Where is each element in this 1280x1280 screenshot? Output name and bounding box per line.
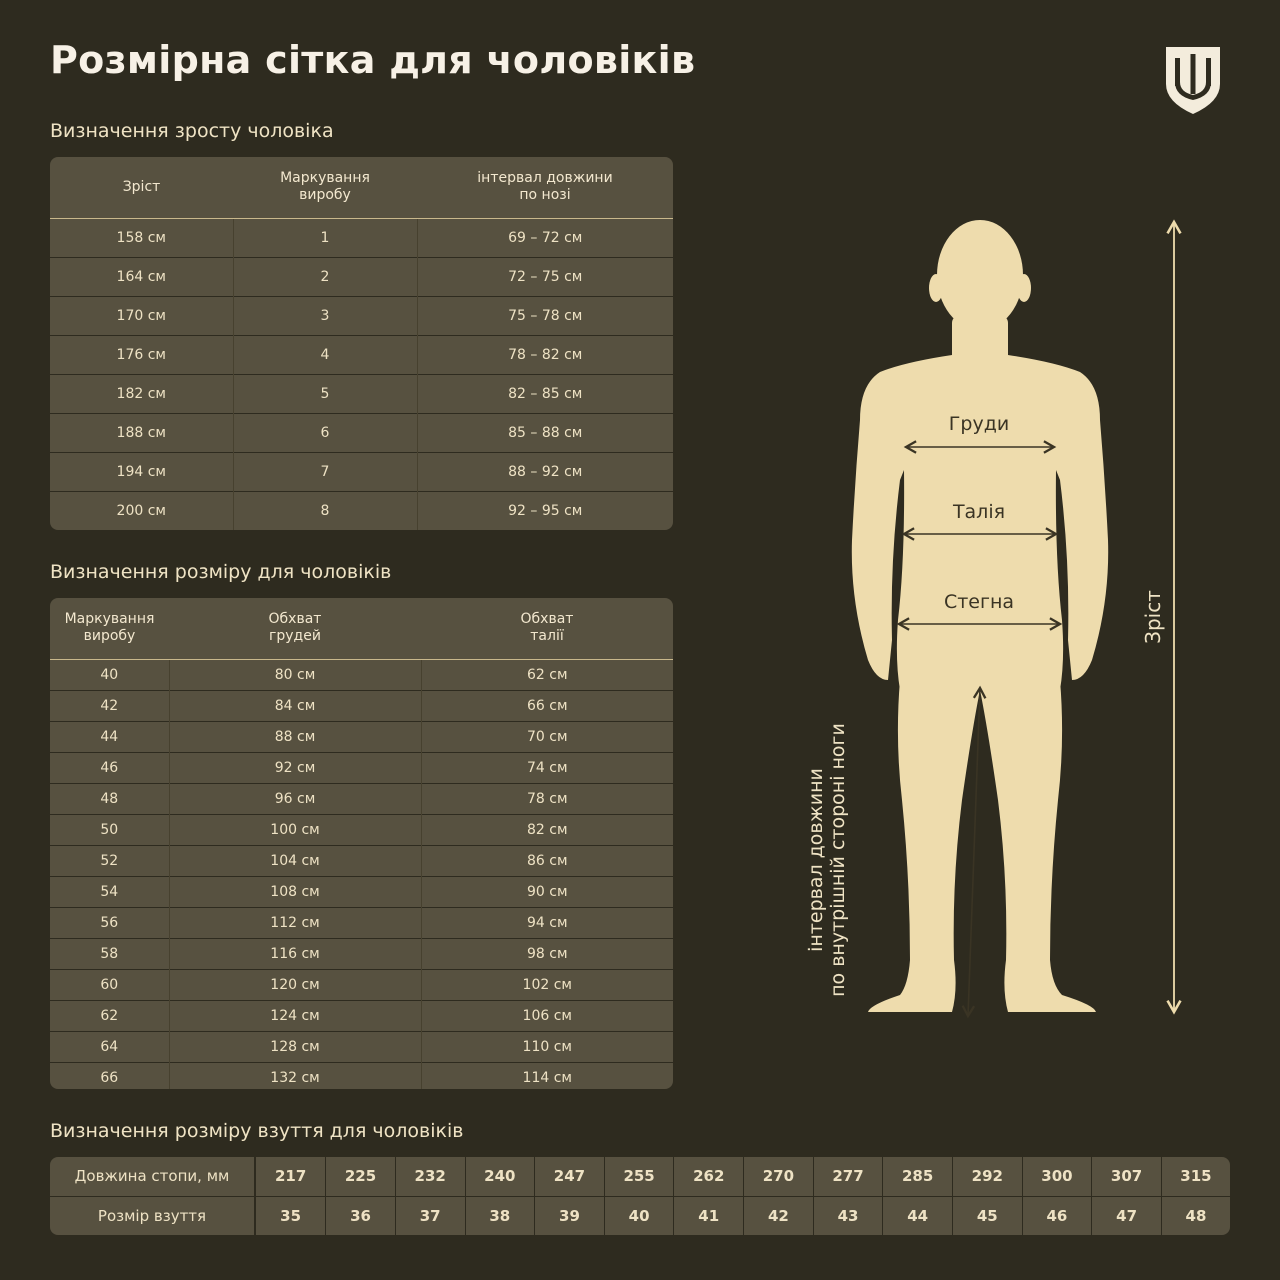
- size-section-title: Визначення розміру для чоловіків: [50, 561, 392, 583]
- table-cell: 164 см: [50, 257, 233, 296]
- table-cell: 7: [233, 452, 417, 491]
- table-row: [50, 335, 673, 374]
- table-cell: 58: [50, 938, 169, 969]
- table-cell: 120 см: [169, 969, 421, 1000]
- table-cell: 88 – 92 см: [417, 452, 673, 491]
- table-row: [50, 1031, 673, 1062]
- table-cell: 75 – 78 см: [417, 296, 673, 335]
- body-figure: [790, 200, 1210, 1040]
- table-cell: 56: [50, 907, 169, 938]
- foot-length-cell: 262: [674, 1157, 744, 1196]
- table-cell: 104 см: [169, 845, 421, 876]
- table-cell: 200 см: [50, 491, 233, 530]
- foot-length-cell: 270: [744, 1157, 814, 1196]
- table-row: [50, 296, 673, 335]
- table-cell: 94 см: [421, 907, 673, 938]
- table-cell: 128 см: [169, 1031, 421, 1062]
- table-cell: 90 см: [421, 876, 673, 907]
- table-row: [50, 783, 673, 814]
- table-row: [50, 659, 673, 690]
- table-row: [50, 452, 673, 491]
- header-chest: Обхват грудей: [169, 598, 421, 659]
- table-cell: 60: [50, 969, 169, 1000]
- foot-length-cell: 255: [604, 1157, 674, 1196]
- table-cell: 42: [50, 690, 169, 721]
- foot-length-cell: 307: [1092, 1157, 1162, 1196]
- foot-length-label: Довжина стопи, мм: [50, 1157, 255, 1196]
- shoe-size-cell: 46: [1022, 1196, 1092, 1235]
- table-row: [50, 257, 673, 296]
- shoe-size-cell: 45: [952, 1196, 1022, 1235]
- header-marking: Маркування виробу: [233, 157, 417, 218]
- height-section-title: Визначення зросту чоловіка: [50, 120, 334, 142]
- table-cell: 78 см: [421, 783, 673, 814]
- foot-length-cell: 300: [1022, 1157, 1092, 1196]
- table-cell: 102 см: [421, 969, 673, 1000]
- table-row: [50, 1062, 673, 1089]
- table-cell: 92 см: [169, 752, 421, 783]
- table-cell: 82 см: [421, 814, 673, 845]
- shoe-size-cell: 38: [465, 1196, 535, 1235]
- header-marking: Маркування виробу: [50, 598, 169, 659]
- foot-length-cell: 285: [883, 1157, 953, 1196]
- table-cell: 96 см: [169, 783, 421, 814]
- table-cell: 5: [233, 374, 417, 413]
- table-row: [50, 814, 673, 845]
- table-cell: 3: [233, 296, 417, 335]
- table-row: [50, 876, 673, 907]
- table-cell: 82 – 85 см: [417, 374, 673, 413]
- waist-label: Талія: [952, 501, 1006, 523]
- body-silhouette: [852, 220, 1108, 1012]
- table-cell: 80 см: [169, 659, 421, 690]
- table-cell: 2: [233, 257, 417, 296]
- table-row: [50, 690, 673, 721]
- inseam-label-line2: по внутрішній стороні ноги: [827, 723, 849, 997]
- table-row: [50, 491, 673, 530]
- table-cell: 194 см: [50, 452, 233, 491]
- header-waist: Обхват талії: [421, 598, 673, 659]
- table-cell: 108 см: [169, 876, 421, 907]
- table-cell: 44: [50, 721, 169, 752]
- shoe-size-label: Розмір взуття: [50, 1196, 255, 1235]
- table-row: [50, 969, 673, 1000]
- table-cell: 114 см: [421, 1062, 673, 1089]
- height-table: [50, 157, 673, 530]
- table-cell: 78 – 82 см: [417, 335, 673, 374]
- table-cell: 182 см: [50, 374, 233, 413]
- table-cell: 70 см: [421, 721, 673, 752]
- header-height: Зріст: [50, 157, 233, 218]
- table-cell: 62 см: [421, 659, 673, 690]
- table-row: [50, 752, 673, 783]
- page-title: Розмірна сітка для чоловіків: [50, 38, 696, 82]
- table-cell: 40: [100, 666, 119, 683]
- shoe-size-cell: 44: [883, 1196, 953, 1235]
- inseam-label-line1: інтервал довжини: [805, 768, 827, 952]
- shoe-size-cell: 43: [813, 1196, 883, 1235]
- hips-label: Стегна: [943, 591, 1015, 613]
- shoe-size-cell: 35: [255, 1196, 326, 1235]
- shoe-size-cell: 41: [674, 1196, 744, 1235]
- table-cell: 106 см: [421, 1000, 673, 1031]
- table-row: [50, 413, 673, 452]
- table-cell: 84 см: [169, 690, 421, 721]
- table-cell: 88 см: [169, 721, 421, 752]
- table-cell: 54: [50, 876, 169, 907]
- table-cell: 48: [50, 783, 169, 814]
- table-cell: 112 см: [169, 907, 421, 938]
- table-cell: 1: [233, 218, 417, 257]
- table-cell: 8: [233, 491, 417, 530]
- table-cell: 4: [233, 335, 417, 374]
- table-cell: 116 см: [169, 938, 421, 969]
- table-cell: 86 см: [421, 845, 673, 876]
- foot-length-cell: 277: [813, 1157, 883, 1196]
- shoe-size-cell: 40: [604, 1196, 674, 1235]
- table-cell: 85 – 88 см: [417, 413, 673, 452]
- foot-length-cell: 232: [395, 1157, 465, 1196]
- table-cell: 110 см: [421, 1031, 673, 1062]
- shoe-size-cell: 47: [1092, 1196, 1162, 1235]
- foot-length-cell: 247: [535, 1157, 605, 1196]
- table-cell: 92 – 95 см: [417, 491, 673, 530]
- table-cell: 72 – 75 см: [417, 257, 673, 296]
- shoe-size-cell: 48: [1161, 1196, 1230, 1235]
- table-cell: 66: [50, 1062, 169, 1089]
- shoe-size-cell: 36: [326, 1196, 396, 1235]
- table-cell: 158 см: [116, 229, 166, 246]
- table-row: [50, 845, 673, 876]
- table-row: [50, 938, 673, 969]
- table-cell: 100 см: [169, 814, 421, 845]
- foot-length-cell: 225: [326, 1157, 396, 1196]
- trident-shield-icon: [1163, 44, 1223, 116]
- table-cell: 176 см: [50, 335, 233, 374]
- table-cell: 62: [50, 1000, 169, 1031]
- table-row: [50, 1000, 673, 1031]
- foot-length-cell: 240: [465, 1157, 535, 1196]
- table-cell: 50: [50, 814, 169, 845]
- chest-label: Груди: [948, 413, 1010, 435]
- table-row: [50, 907, 673, 938]
- shoe-section-title: Визначення розміру взуття для чоловіків: [50, 1120, 464, 1142]
- header-leg-interval: інтервал довжини по нозі: [417, 157, 673, 218]
- table-cell: 170 см: [50, 296, 233, 335]
- foot-length-cell: 217: [255, 1157, 326, 1196]
- table-cell: 124 см: [169, 1000, 421, 1031]
- size-table: [50, 598, 673, 1089]
- table-cell: 132 см: [169, 1062, 421, 1089]
- table-cell: 66 см: [421, 690, 673, 721]
- table-cell: 74 см: [421, 752, 673, 783]
- shoe-size-cell: 42: [744, 1196, 814, 1235]
- foot-length-cell: 292: [952, 1157, 1022, 1196]
- table-cell: 98 см: [421, 938, 673, 969]
- shoe-table: [50, 1157, 1230, 1235]
- foot-length-cell: 315: [1161, 1157, 1230, 1196]
- table-cell: 188 см: [50, 413, 233, 452]
- table-cell: 69 – 72 см: [417, 218, 673, 257]
- table-row: [50, 374, 673, 413]
- table-row: [50, 721, 673, 752]
- table-cell: 46: [50, 752, 169, 783]
- shoe-size-cell: 39: [535, 1196, 605, 1235]
- table-cell: 52: [50, 845, 169, 876]
- height-label: Зріст: [1141, 590, 1165, 644]
- table-cell: 64: [50, 1031, 169, 1062]
- table-row: [50, 218, 673, 257]
- table-cell: 6: [233, 413, 417, 452]
- shoe-size-cell: 37: [395, 1196, 465, 1235]
